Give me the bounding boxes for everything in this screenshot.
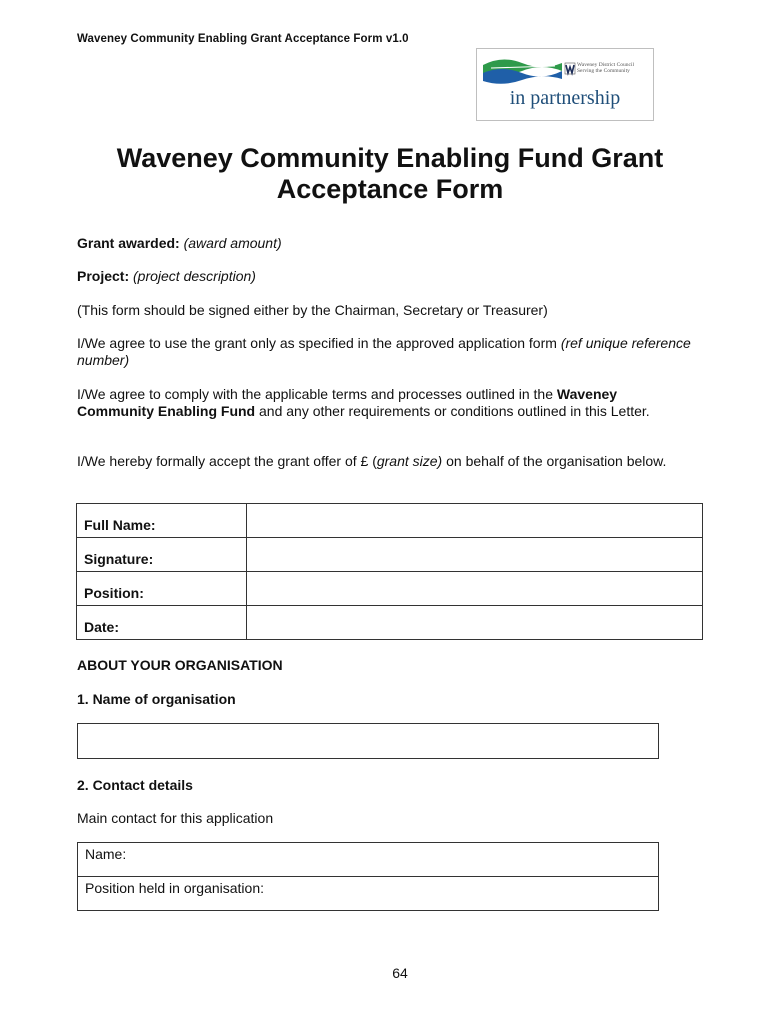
position-label: Position:	[77, 572, 247, 606]
main-contact-intro: Main contact for this application	[77, 810, 274, 826]
table-row	[77, 606, 703, 640]
contact-details-heading: 2. Contact details	[77, 777, 193, 793]
reference-placeholder: (ref unique reference number)	[77, 335, 691, 368]
project-line	[77, 268, 697, 285]
table-row	[77, 572, 703, 606]
table-row	[77, 504, 703, 538]
grant-awarded-line	[77, 235, 697, 252]
organisation-name-field[interactable]	[77, 723, 659, 759]
grant-size-placeholder: grant size)	[376, 453, 443, 469]
date-field[interactable]	[247, 606, 703, 640]
table-row	[78, 843, 659, 877]
about-organisation-heading: ABOUT YOUR ORGANISATION	[77, 657, 283, 673]
signature-field[interactable]	[247, 538, 703, 572]
contact-table	[77, 842, 659, 911]
contact-name-field[interactable]: Name:	[78, 843, 659, 877]
signature-table	[76, 503, 703, 640]
full-name-field[interactable]	[247, 504, 703, 538]
signing-note: (This form should be signed either by the Chairman, Secretary or Treasurer)	[77, 302, 548, 318]
accept-statement: I/We hereby formally accept the grant offer of £ (grant size) on behalf of the organisation below.	[77, 453, 667, 469]
page-number: 64	[392, 965, 408, 981]
signature-label: Signature:	[77, 538, 247, 572]
agree-use-statement: I/We agree to use the grant only as specified in the approved application form (ref unique reference number)	[77, 335, 691, 368]
grant-awarded-value: (award amount)	[183, 235, 282, 251]
agree-comply-statement: I/We agree to comply with the applicable terms and processes outlined in the Waveney Community Enabling Fund and any other requirements or conditions outlined in this Letter.	[77, 386, 650, 419]
page-title: Waveney Community Enabling Fund Grant Acceptance Form	[116, 143, 664, 204]
table-row	[78, 877, 659, 911]
full-name-label: Full Name:	[77, 504, 247, 538]
council-name: Waveney District Council Serving the Community	[577, 62, 634, 74]
project-label: Project:	[77, 268, 130, 284]
date-label: Date:	[77, 606, 247, 640]
document-header: Waveney Community Enabling Grant Acceptance Form v1.0	[77, 33, 409, 45]
partnership-logo	[476, 48, 654, 121]
project-value: (project description)	[133, 268, 256, 284]
logo-caption: in partnership	[509, 87, 621, 109]
fund-name: Waveney Community Enabling Fund	[77, 386, 618, 419]
table-row	[77, 538, 703, 572]
position-field[interactable]	[247, 572, 703, 606]
contact-position-field[interactable]: Position held in organisation:	[78, 877, 659, 911]
grant-awarded-label: Grant awarded:	[77, 235, 180, 251]
organisation-name-heading: 1. Name of organisation	[77, 691, 236, 707]
